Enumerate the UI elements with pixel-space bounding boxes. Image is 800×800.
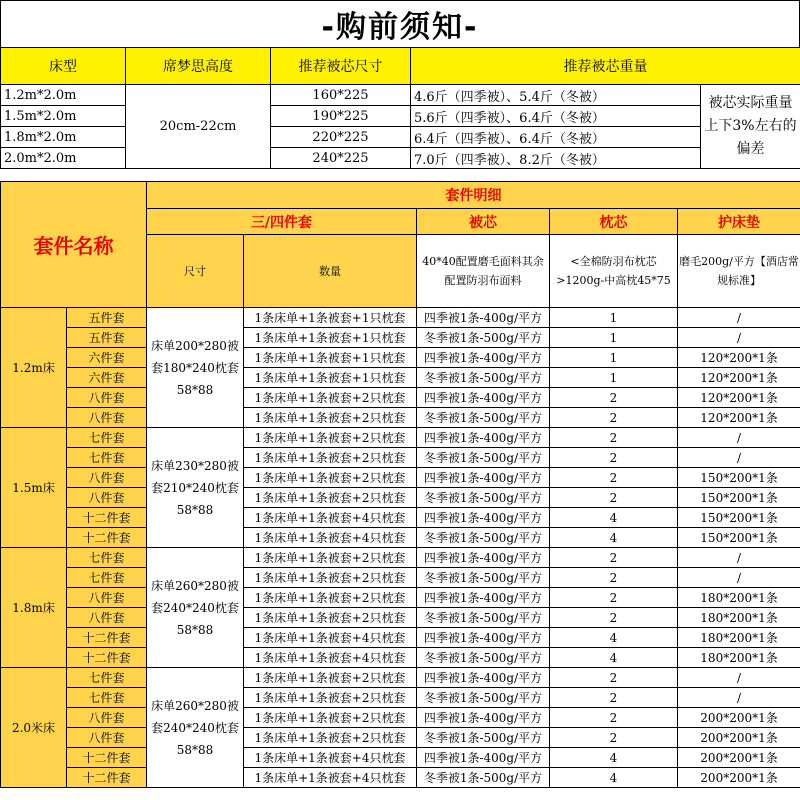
pad-spec: / xyxy=(678,308,800,328)
table-row xyxy=(1,348,800,368)
pad-spec: 150*200*1条 xyxy=(678,508,800,528)
quilt-spec: 四季被1条-400g/平方 xyxy=(417,588,550,608)
pillow-count: 2 xyxy=(550,388,678,408)
quilt-size: 160*225 xyxy=(271,85,411,106)
pad-spec: / xyxy=(678,448,800,468)
sub-size-header: 尺寸 xyxy=(147,235,244,308)
table-row xyxy=(1,688,800,708)
quilt-spec: 四季被1条-400g/平方 xyxy=(417,468,550,488)
quilt-size: 220*225 xyxy=(271,127,411,148)
quilt-spec: 四季被1条-400g/平方 xyxy=(417,548,550,568)
table-row xyxy=(1,328,800,348)
pillow-count: 2 xyxy=(550,448,678,468)
pad-spec: 120*200*1条 xyxy=(678,408,800,428)
table-row xyxy=(1,568,800,588)
set-quantity: 1条床单+1条被套+2只枕套 xyxy=(244,448,417,468)
set-quantity: 1条床单+1条被套+1只枕套 xyxy=(244,308,417,328)
quilt-spec: 冬季被1条-500g/平方 xyxy=(417,408,550,428)
set-name: 八件套 xyxy=(67,728,147,748)
set-name: 十二件套 xyxy=(67,508,147,528)
table-row xyxy=(1,106,800,127)
pillow-count: 2 xyxy=(550,588,678,608)
pad-spec: / xyxy=(678,688,800,708)
pad-spec: 120*200*1条 xyxy=(678,368,800,388)
quilt-spec: 冬季被1条-500g/平方 xyxy=(417,488,550,508)
set-name: 七件套 xyxy=(67,568,147,588)
pillow-count: 4 xyxy=(550,628,678,648)
table-row xyxy=(1,648,800,668)
bed-group-label: 1.5m床 xyxy=(1,428,67,548)
pillow-count: 2 xyxy=(550,568,678,588)
pillow-count: 1 xyxy=(550,308,678,328)
set-name: 七件套 xyxy=(67,668,147,688)
pad-spec: 200*200*1条 xyxy=(678,708,800,728)
header-quilt-weight: 推荐被芯重量 xyxy=(411,48,800,85)
table-row xyxy=(1,548,800,568)
pillow-count: 2 xyxy=(550,608,678,628)
set-name: 八件套 xyxy=(67,388,147,408)
pad-spec: / xyxy=(678,328,800,348)
table-row xyxy=(1,708,800,728)
set-name: 十二件套 xyxy=(67,528,147,548)
table-row xyxy=(1,628,800,648)
set-detail-table xyxy=(0,181,800,788)
quilt-spec: 四季被1条-400g/平方 xyxy=(417,428,550,448)
pillow-count: 4 xyxy=(550,508,678,528)
set-name: 八件套 xyxy=(67,708,147,728)
pad-description: 磨毛200g/平方【酒店常规标准】 xyxy=(678,235,800,308)
pillow-description: <全棉防羽布枕芯>1200g-中高枕45*75 xyxy=(550,235,678,308)
pad-spec: 180*200*1条 xyxy=(678,608,800,628)
set-name: 十二件套 xyxy=(67,768,147,788)
pillow-count: 4 xyxy=(550,528,678,548)
table-row xyxy=(1,127,800,148)
header-quilt-size: 推荐被芯尺寸 xyxy=(271,48,411,85)
bed-size: 1.8m*2.0m xyxy=(1,127,126,148)
quilt-spec: 四季被1条-400g/平方 xyxy=(417,388,550,408)
quilt-spec: 四季被1条-400g/平方 xyxy=(417,668,550,688)
pad-spec: 180*200*1条 xyxy=(678,648,800,668)
set-quantity: 1条床单+1条被套+2只枕套 xyxy=(244,568,417,588)
pad-spec: 150*200*1条 xyxy=(678,528,800,548)
quilt-size: 240*225 xyxy=(271,148,411,169)
table-row xyxy=(1,448,800,468)
pad-spec: 150*200*1条 xyxy=(678,468,800,488)
quilt-description: 40*40配置磨毛面料其余配置防羽布面料 xyxy=(417,235,550,308)
col-set-header: 三/四件套 xyxy=(147,209,417,235)
bedding-header-row xyxy=(1,48,800,85)
set-name: 八件套 xyxy=(67,488,147,508)
set-quantity: 1条床单+1条被套+2只枕套 xyxy=(244,488,417,508)
col-quilt-header: 被芯 xyxy=(417,209,550,235)
set-size: 床单200*280被套180*240枕套58*88 xyxy=(147,308,244,428)
quilt-spec: 冬季被1条-500g/平方 xyxy=(417,608,550,628)
set-quantity: 1条床单+1条被套+2只枕套 xyxy=(244,588,417,608)
set-quantity: 1条床单+1条被套+2只枕套 xyxy=(244,408,417,428)
pillow-count: 2 xyxy=(550,428,678,448)
table-row xyxy=(1,608,800,628)
quilt-spec: 冬季被1条-500g/平方 xyxy=(417,768,550,788)
mattress-height: 20cm-22cm xyxy=(126,85,271,169)
table-row xyxy=(1,408,800,428)
quilt-spec: 冬季被1条-500g/平方 xyxy=(417,448,550,468)
set-size: 床单260*280被套240*240枕套58*88 xyxy=(147,668,244,788)
set-name: 六件套 xyxy=(67,368,147,388)
table-row xyxy=(1,428,800,448)
pillow-count: 4 xyxy=(550,748,678,768)
set-quantity: 1条床单+1条被套+4只枕套 xyxy=(244,628,417,648)
bed-size: 1.5m*2.0m xyxy=(1,106,126,127)
pad-spec: / xyxy=(678,668,800,688)
set-quantity: 1条床单+1条被套+2只枕套 xyxy=(244,728,417,748)
set-size: 床单260*280被套240*240枕套58*88 xyxy=(147,548,244,668)
set-name: 十二件套 xyxy=(67,648,147,668)
set-quantity: 1条床单+1条被套+2只枕套 xyxy=(244,608,417,628)
pillow-count: 2 xyxy=(550,488,678,508)
set-quantity: 1条床单+1条被套+1只枕套 xyxy=(244,368,417,388)
pad-spec: 200*200*1条 xyxy=(678,728,800,748)
quilt-weight: 6.4斤（四季被）、6.4斤（冬被） xyxy=(411,127,701,148)
set-name: 七件套 xyxy=(67,448,147,468)
set-quantity: 1条床单+1条被套+2只枕套 xyxy=(244,668,417,688)
pillow-count: 2 xyxy=(550,408,678,428)
set-name: 八件套 xyxy=(67,608,147,628)
quilt-weight: 4.6斤（四季被）、5.4斤（冬被） xyxy=(411,85,701,106)
table-row xyxy=(1,148,800,169)
table-row xyxy=(1,388,800,408)
set-quantity: 1条床单+1条被套+2只枕套 xyxy=(244,688,417,708)
pillow-count: 2 xyxy=(550,688,678,708)
pad-spec: 120*200*1条 xyxy=(678,388,800,408)
table-row xyxy=(1,468,800,488)
table-row xyxy=(1,748,800,768)
quilt-spec: 冬季被1条-500g/平方 xyxy=(417,568,550,588)
pillow-count: 2 xyxy=(550,728,678,748)
pad-spec: 120*200*1条 xyxy=(678,348,800,368)
set-quantity: 1条床单+1条被套+2只枕套 xyxy=(244,388,417,408)
pad-spec: 150*200*1条 xyxy=(678,488,800,508)
set-quantity: 1条床单+1条被套+4只枕套 xyxy=(244,748,417,768)
set-name: 八件套 xyxy=(67,588,147,608)
set-name: 十二件套 xyxy=(67,628,147,648)
pillow-count: 1 xyxy=(550,328,678,348)
quilt-spec: 冬季被1条-500g/平方 xyxy=(417,728,550,748)
weight-note: 被芯实际重量上下3%左右的偏差 xyxy=(701,85,800,169)
pillow-count: 4 xyxy=(550,768,678,788)
set-name: 七件套 xyxy=(67,548,147,568)
quilt-spec: 四季被1条-400g/平方 xyxy=(417,748,550,768)
table-row xyxy=(1,368,800,388)
header-mattress-height: 席梦思高度 xyxy=(126,48,271,85)
bed-size: 2.0m*2.0m xyxy=(1,148,126,169)
set-quantity: 1条床单+1条被套+1只枕套 xyxy=(244,328,417,348)
pillow-count: 2 xyxy=(550,668,678,688)
set-quantity: 1条床单+1条被套+2只枕套 xyxy=(244,708,417,728)
quilt-spec: 冬季被1条-500g/平方 xyxy=(417,328,550,348)
set-quantity: 1条床单+1条被套+1只枕套 xyxy=(244,348,417,368)
pad-spec: / xyxy=(678,548,800,568)
col-pad-header: 护床垫 xyxy=(678,209,800,235)
set-name: 十二件套 xyxy=(67,748,147,768)
set-quantity: 1条床单+1条被套+4只枕套 xyxy=(244,648,417,668)
set-quantity: 1条床单+1条被套+4只枕套 xyxy=(244,528,417,548)
quilt-spec: 四季被1条-400g/平方 xyxy=(417,708,550,728)
set-name: 八件套 xyxy=(67,468,147,488)
bed-group-label: 1.8m床 xyxy=(1,548,67,668)
pillow-count: 2 xyxy=(550,468,678,488)
pillow-count: 2 xyxy=(550,548,678,568)
bed-size: 1.2m*2.0m xyxy=(1,85,126,106)
pillow-count: 4 xyxy=(550,648,678,668)
table-row xyxy=(1,85,800,106)
table-row xyxy=(1,308,800,328)
pad-spec: 200*200*1条 xyxy=(678,768,800,788)
set-quantity: 1条床单+1条被套+2只枕套 xyxy=(244,428,417,448)
set-quantity: 1条床单+1条被套+2只枕套 xyxy=(244,468,417,488)
pad-spec: 200*200*1条 xyxy=(678,748,800,768)
bed-group-label: 2.0米床 xyxy=(1,668,67,788)
pillow-count: 2 xyxy=(550,708,678,728)
pillow-count: 1 xyxy=(550,348,678,368)
quilt-spec: 冬季被1条-500g/平方 xyxy=(417,368,550,388)
quilt-spec: 冬季被1条-500g/平方 xyxy=(417,528,550,548)
set-quantity: 1条床单+1条被套+4只枕套 xyxy=(244,508,417,528)
table-row xyxy=(1,668,800,688)
set-quantity: 1条床单+1条被套+2只枕套 xyxy=(244,548,417,568)
quilt-size: 190*225 xyxy=(271,106,411,127)
table-row xyxy=(1,728,800,748)
set-name: 六件套 xyxy=(67,348,147,368)
pad-spec: 180*200*1条 xyxy=(678,588,800,608)
pad-spec: 180*200*1条 xyxy=(678,628,800,648)
set-detail-title: 套件明细 xyxy=(147,182,800,209)
quilt-weight: 7.0斤（四季被）、8.2斤（冬被） xyxy=(411,148,701,169)
set-name: 七件套 xyxy=(67,688,147,708)
col-pillow-header: 枕芯 xyxy=(550,209,678,235)
sub-qty-header: 数量 xyxy=(244,235,417,308)
set-name: 八件套 xyxy=(67,408,147,428)
quilt-spec: 冬季被1条-500g/平方 xyxy=(417,688,550,708)
set-name-header: 套件名称 xyxy=(1,182,147,308)
quilt-spec: 四季被1条-400g/平方 xyxy=(417,348,550,368)
quilt-weight: 5.6斤（四季被）、6.4斤（冬被） xyxy=(411,106,701,127)
page-title: -购前须知- xyxy=(0,0,800,47)
bed-group-label: 1.2m床 xyxy=(1,308,67,428)
pad-spec: / xyxy=(678,568,800,588)
table-row xyxy=(1,488,800,508)
table-row xyxy=(1,528,800,548)
pillow-count: 1 xyxy=(550,368,678,388)
quilt-spec: 四季被1条-400g/平方 xyxy=(417,308,550,328)
table-row xyxy=(1,588,800,608)
set-size: 床单230*280被套210*240枕套58*88 xyxy=(147,428,244,548)
table-row xyxy=(1,508,800,528)
set-name: 五件套 xyxy=(67,328,147,348)
quilt-spec: 四季被1条-400g/平方 xyxy=(417,628,550,648)
table-row xyxy=(1,768,800,788)
set-name: 五件套 xyxy=(67,308,147,328)
pad-spec: / xyxy=(678,428,800,448)
set-quantity: 1条床单+1条被套+4只枕套 xyxy=(244,768,417,788)
header-bed-type: 床型 xyxy=(1,48,126,85)
set-name: 七件套 xyxy=(67,428,147,448)
bedding-size-table xyxy=(0,47,800,169)
quilt-spec: 四季被1条-400g/平方 xyxy=(417,508,550,528)
quilt-spec: 冬季被1条-500g/平方 xyxy=(417,648,550,668)
